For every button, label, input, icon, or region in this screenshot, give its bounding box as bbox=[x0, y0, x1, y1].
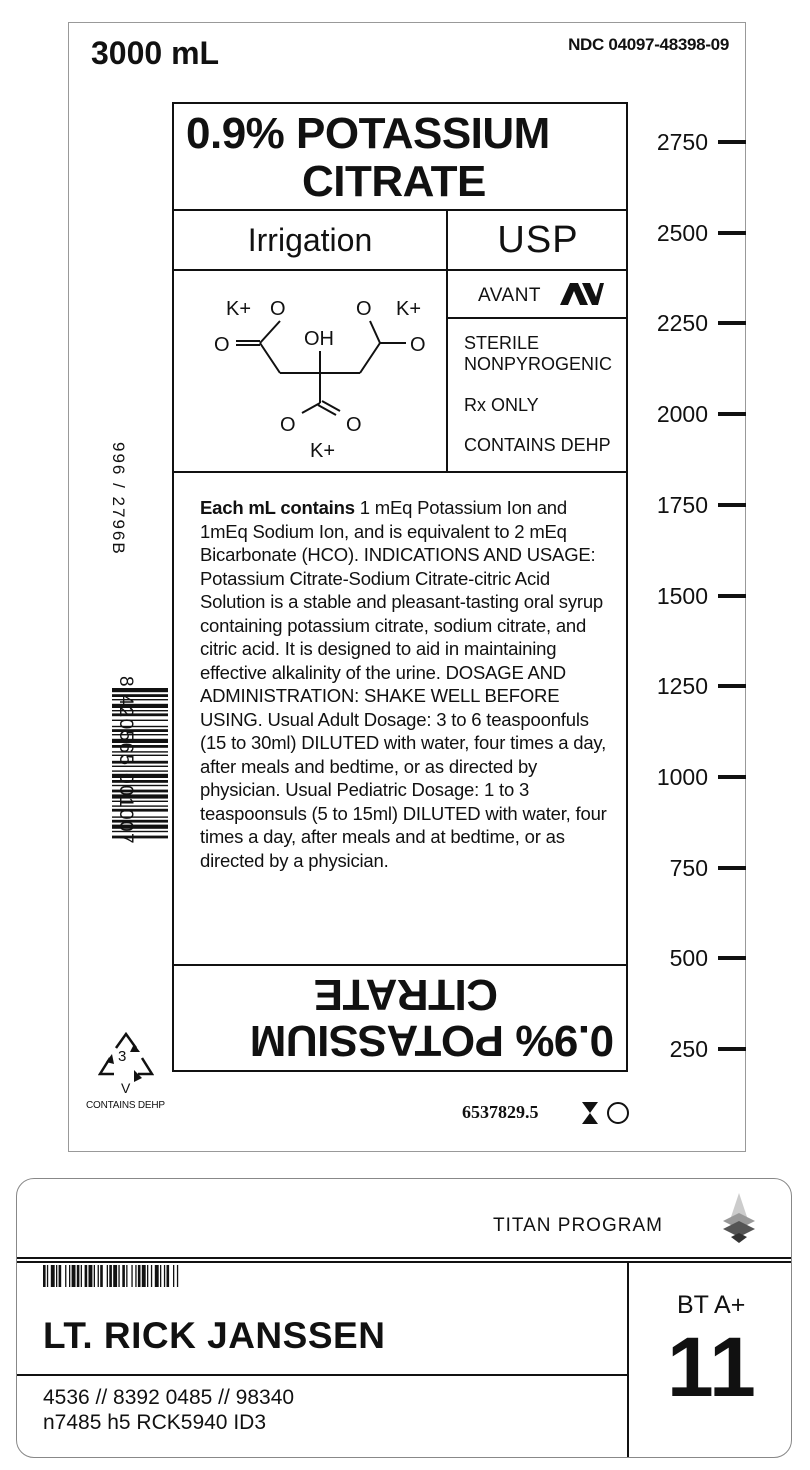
card-divider-2 bbox=[17, 1261, 791, 1263]
barcode-digits: 8 420565 001007 bbox=[115, 676, 136, 845]
scale-label: 1250 bbox=[656, 673, 708, 700]
scale-tick bbox=[718, 140, 746, 144]
scale-tick bbox=[718, 866, 746, 870]
ndc-code: NDC 04097-48398-09 bbox=[568, 35, 729, 54]
title-line-1: 0.9% POTASSIUM bbox=[186, 109, 550, 158]
scale-tick bbox=[718, 775, 746, 779]
patient-name: LT. RICK JANSSEN bbox=[43, 1315, 386, 1356]
blood-type: BT A+ bbox=[677, 1291, 746, 1319]
scale-label: 1500 bbox=[656, 582, 708, 609]
inverted-title bbox=[174, 964, 626, 1070]
scale-tick bbox=[718, 956, 746, 960]
scale-tick bbox=[718, 231, 746, 235]
patient-barcode bbox=[43, 1265, 283, 1287]
lot-number: 6537829.5 bbox=[462, 1102, 539, 1122]
recycle-letter: V bbox=[121, 1080, 131, 1096]
scale-tick bbox=[718, 321, 746, 325]
scale-tick bbox=[718, 594, 746, 598]
program-name-bold: TITAN bbox=[493, 1215, 552, 1236]
hourglass-circle-icon bbox=[580, 1100, 634, 1126]
title-line-2: CITRATE bbox=[302, 157, 486, 206]
oxygen-top-right: O bbox=[356, 298, 372, 320]
recycle-number: 3 bbox=[118, 1048, 127, 1065]
program-name bbox=[493, 1215, 663, 1237]
structure-diagram bbox=[174, 271, 446, 471]
scale-label: 2000 bbox=[656, 401, 708, 428]
patient-card bbox=[16, 1178, 792, 1458]
dehp-text: CONTAINS DEHP bbox=[464, 435, 611, 455]
hydroxyl: OH bbox=[304, 328, 334, 350]
inverted-title-line-2: CITRATE bbox=[314, 970, 498, 1019]
volume: 3000 mL bbox=[91, 35, 220, 71]
inverted-title-line-1: 0.9% POTASSIUM bbox=[250, 1016, 614, 1065]
description-bold: Each mL contains bbox=[200, 497, 355, 518]
brand-mark: AV bbox=[560, 281, 562, 282]
description bbox=[200, 496, 612, 872]
scale-tick bbox=[718, 684, 746, 688]
drug-title bbox=[174, 104, 626, 211]
card-divider bbox=[17, 1257, 791, 1259]
description-text: 1 mEq Potassium Ion and 1mEq Sodium Ion, and is equivalent to 2 mEq Bicarbonate (HCO). INDICATIONS AND USAGE: Potassium Citrate-Sodium Citrate-citric Acid Solution is a stable and pleasant-tasting oral syrup containing potassium citrate, sodium citrate, and citric acid. It is designed to aid in maintaining effective alkalinity of the urine. DOSAGE AND ADMINISTRATION: SHAKE WELL BEFORE USING. Usual Adult Dosage: 3 to 6 teaspoonfuls (15 to 30ml) DILUTED with water, four times a day, after meals and bedtime, or as directed by physician. Usual Pediatric Dosage: 1 to 3 teaspoonsuls (5 to 15ml) DILUTED with water, four times a day, after meals and at bedtime, or as directed by a physician. bbox=[200, 497, 607, 871]
program-name-rest: PROGRAM bbox=[557, 1215, 663, 1236]
k-ion-top-left: K+ bbox=[226, 298, 252, 320]
rx-only-text: Rx ONLY bbox=[464, 395, 539, 415]
scale-label: 250 bbox=[669, 1036, 708, 1062]
scale-label: 2500 bbox=[656, 219, 708, 246]
side-code: 996 / 2796B bbox=[109, 442, 128, 556]
structure-row bbox=[174, 271, 626, 473]
brand-box bbox=[448, 271, 628, 319]
id-line-2: n7485 h5 RCK5940 ID3 bbox=[43, 1411, 266, 1434]
k-ion-top-right: K+ bbox=[396, 298, 422, 320]
titan-logo-icon bbox=[717, 1191, 761, 1245]
scale-tick bbox=[718, 1047, 746, 1051]
drug-panel bbox=[172, 102, 628, 1072]
scale-label: 2250 bbox=[656, 310, 708, 337]
recycle-dehp: CONTAINS DEHP bbox=[86, 1100, 165, 1111]
route-row bbox=[174, 211, 626, 271]
scale-label: 1000 bbox=[656, 763, 708, 790]
scale-tick bbox=[718, 412, 746, 416]
sterile-text: STERILE NONPYROGENIC bbox=[464, 333, 613, 374]
oxygen-left: O bbox=[214, 334, 230, 356]
id-line-1: 4536 // 8392 0485 // 98340 bbox=[43, 1386, 295, 1409]
patient-ids bbox=[43, 1385, 294, 1435]
brand-name: AVANT bbox=[478, 285, 542, 306]
k-ion-bottom: K+ bbox=[310, 440, 336, 462]
scale-tick bbox=[718, 503, 746, 507]
card-vertical-divider bbox=[627, 1261, 629, 1458]
oxygen-bottom-right: O bbox=[346, 414, 362, 436]
scale-label: 1750 bbox=[656, 491, 708, 518]
card-middle-divider bbox=[17, 1374, 628, 1376]
scale-label: 2750 bbox=[656, 129, 708, 155]
chemical-structure bbox=[174, 271, 448, 471]
oxygen-top-left: O bbox=[270, 298, 286, 320]
standard: USP bbox=[497, 219, 579, 261]
oxygen-right: O bbox=[410, 334, 426, 356]
bed-number: 11 bbox=[667, 1320, 756, 1414]
scale-label: 750 bbox=[669, 854, 708, 881]
route: Irrigation bbox=[174, 211, 448, 269]
avant-logo-icon bbox=[560, 281, 604, 307]
oxygen-bottom-left: O bbox=[280, 414, 296, 436]
scale-label: 500 bbox=[669, 945, 708, 972]
